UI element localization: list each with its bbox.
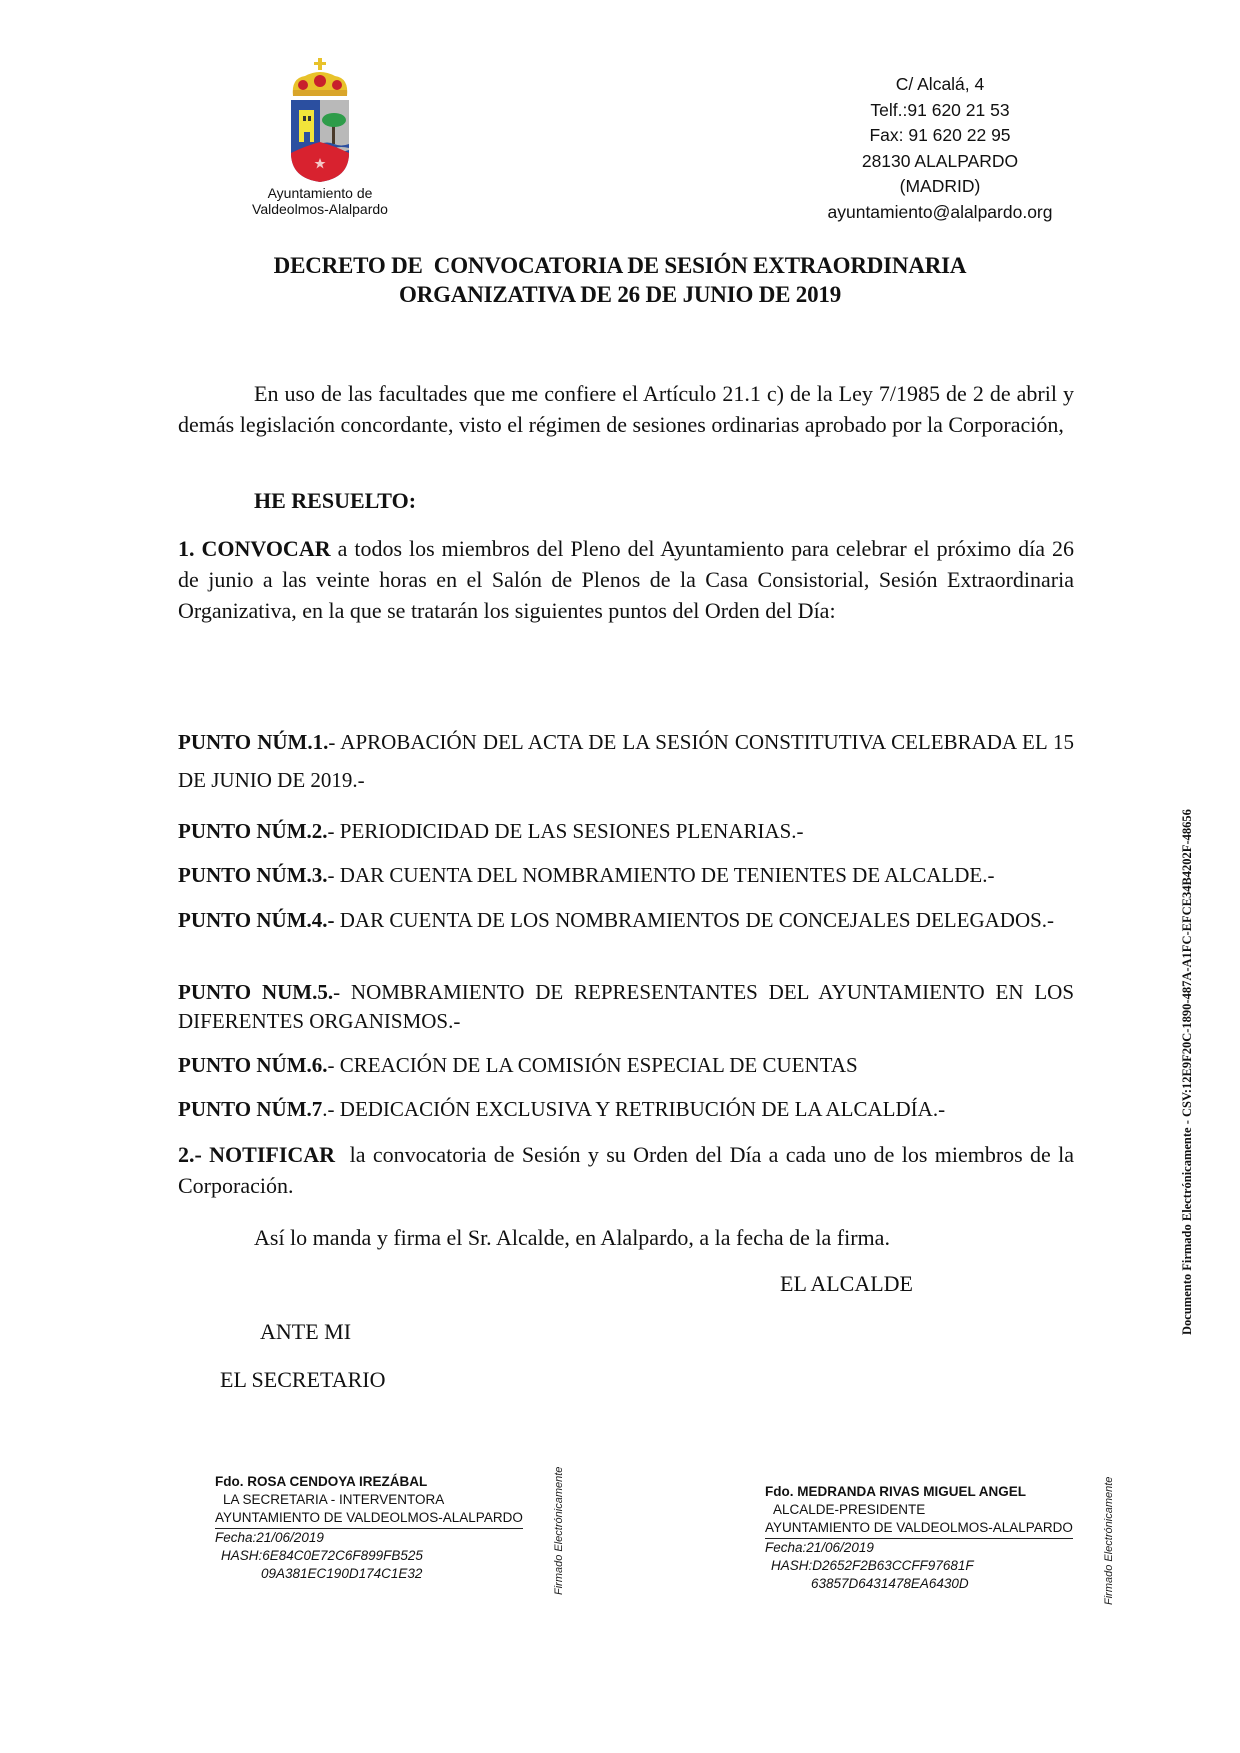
address-province: (MADRID) bbox=[899, 176, 981, 197]
signer-name: Fdo. MEDRANDA RIVAS MIGUEL ANGEL bbox=[765, 1484, 1026, 1499]
agenda-item-label: PUNTO NÚM.4.- bbox=[178, 908, 335, 932]
logo-caption-line2: Valdeolmos-Alalpardo bbox=[252, 201, 388, 217]
agenda-item bbox=[178, 1095, 1074, 1124]
agenda-item-text: - APROBACIÓN DEL ACTA DE LA SESIÓN CONSTITUTIVA CELEBRADA EL 15 DE JUNIO DE 2019.- bbox=[178, 730, 1074, 792]
coat-of-arms-icon bbox=[285, 58, 355, 183]
agenda-item-text: - NOMBRAMIENTO DE REPRESENTANTES DEL AYUNTAMIENTO EN LOS DIFERENTES ORGANISMOS.- bbox=[178, 980, 1075, 1033]
signature-hash-line2: 09A381EC190D174C1E32 bbox=[261, 1566, 423, 1581]
address-city: 28130 ALALPARDO bbox=[861, 150, 1019, 171]
signature-hash-line2: 63857D6431478EA6430D bbox=[811, 1576, 969, 1591]
secretary-title: EL SECRETARIO bbox=[220, 1367, 386, 1392]
csv-verification-stamp: Documento Firmado Electrónicamente - CSV:12E9F20C-1890-487A-A1FC-EFCE34B4202F-48656 bbox=[1180, 809, 1194, 1335]
agenda-item bbox=[178, 861, 1074, 890]
agenda-item bbox=[178, 817, 1074, 846]
contact-address-block bbox=[800, 72, 1080, 226]
agenda-item bbox=[178, 1051, 1074, 1080]
address-fax: Fax: 91 620 22 95 bbox=[869, 125, 1011, 146]
signer-organization: AYUNTAMIENTO DE VALDEOLMOS-ALALPARDO bbox=[215, 1509, 523, 1529]
logo-caption-line1: Ayuntamiento de bbox=[267, 185, 373, 201]
signature-hash-line1: HASH:6E84C0E72C6F899FB525 bbox=[221, 1548, 423, 1563]
signature-date: Fecha:21/06/2019 bbox=[765, 1540, 874, 1555]
agenda-item bbox=[178, 723, 1074, 799]
notificar-text: la convocatoria de Sesión y su Orden del Día a cada uno de los miembros de la Corporación. bbox=[178, 1142, 1080, 1198]
signer-role: LA SECRETARIA - INTERVENTORA bbox=[223, 1492, 445, 1507]
address-email: ayuntamiento@alalpardo.org bbox=[827, 201, 1053, 222]
electronic-signature-stamp: Firmado Electrónicamente bbox=[553, 1466, 565, 1595]
agenda-item bbox=[178, 978, 1074, 1036]
agenda-item-label: PUNTO NUM.5. bbox=[178, 980, 334, 1004]
agenda-item-label: PUNTO NÚM.1. bbox=[178, 730, 329, 754]
agenda-item-label: PUNTO NÚM.7 bbox=[178, 1097, 323, 1121]
agenda-item-text: - DAR CUENTA DEL NOMBRAMIENTO DE TENIENTES DE ALCALDE.- bbox=[327, 863, 995, 887]
agenda-item-text: DAR CUENTA DE LOS NOMBRAMIENTOS DE CONCEJALES DELEGADOS.- bbox=[334, 908, 1055, 932]
notificar-paragraph bbox=[178, 1139, 1080, 1201]
agenda-item bbox=[178, 906, 1074, 935]
closing-paragraph: Así lo manda y firma el Sr. Alcalde, en Alalpardo, a la fecha de la firma. bbox=[254, 1225, 890, 1250]
convocar-paragraph bbox=[178, 533, 1074, 626]
electronic-signature-stamp: Firmado Electrónicamente bbox=[1103, 1476, 1115, 1605]
signer-role: ALCALDE-PRESIDENTE bbox=[773, 1502, 926, 1517]
signature-block-mayor bbox=[765, 1483, 1073, 1593]
title-line1: DECRETO DE CONVOCATORIA DE SESIÓN EXTRAORDINARIA bbox=[273, 253, 967, 278]
agenda-item-text: - PERIODICIDAD DE LAS SESIONES PLENARIAS.- bbox=[327, 819, 804, 843]
address-phone: Telf.:91 620 21 53 bbox=[870, 99, 1010, 120]
agenda-item-text: .- DEDICACIÓN EXCLUSIVA Y RETRIBUCIÓN DE LA ALCALDÍA.- bbox=[322, 1097, 946, 1121]
signature-date: Fecha:21/06/2019 bbox=[215, 1530, 324, 1545]
convocar-label: 1. CONVOCAR bbox=[178, 536, 331, 561]
agenda-item-text: - CREACIÓN DE LA COMISIÓN ESPECIAL DE CUENTAS bbox=[327, 1053, 858, 1077]
signature-hash-line1: HASH:D2652F2B63CCFF97681F bbox=[771, 1558, 974, 1573]
municipal-coat-of-arms bbox=[240, 58, 400, 217]
address-street: C/ Alcalá, 4 bbox=[895, 74, 985, 94]
title-line2: ORGANIZATIVA DE 26 DE JUNIO DE 2019 bbox=[399, 282, 841, 307]
mayor-title: EL ALCALDE bbox=[780, 1271, 913, 1296]
ante-mi: ANTE MI bbox=[260, 1319, 352, 1344]
convocar-text: a todos los miembros del Pleno del Ayuntamiento para celebrar el próximo día 26 de junio a las veinte horas en el Salón de Plenos de la Casa Consistorial, Sesión Extraordinaria Organizativa, en la que se tratarán los siguientes puntos del Orden del Día: bbox=[178, 536, 1074, 623]
intro-paragraph: En uso de las facultades que me confiere el Artículo 21.1 c) de la Ley 7/1985 de 2 de abril y demás legislación concordante, visto el régimen de sesiones ordinarias aprobado por la Corporación, bbox=[178, 381, 1074, 437]
agenda-item-label: PUNTO NÚM.2. bbox=[178, 819, 328, 843]
signer-organization: AYUNTAMIENTO DE VALDEOLMOS-ALALPARDO bbox=[765, 1519, 1073, 1539]
agenda-item-label: PUNTO NÚM.6. bbox=[178, 1053, 328, 1077]
signature-block-secretary bbox=[215, 1473, 523, 1583]
signer-name: Fdo. ROSA CENDOYA IREZÁBAL bbox=[215, 1474, 428, 1489]
resolution-heading: HE RESUELTO: bbox=[254, 488, 417, 513]
document-title bbox=[160, 251, 1080, 309]
agenda-item-label: PUNTO NÚM.3. bbox=[178, 863, 328, 887]
notificar-label: 2.- NOTIFICAR bbox=[178, 1142, 336, 1167]
